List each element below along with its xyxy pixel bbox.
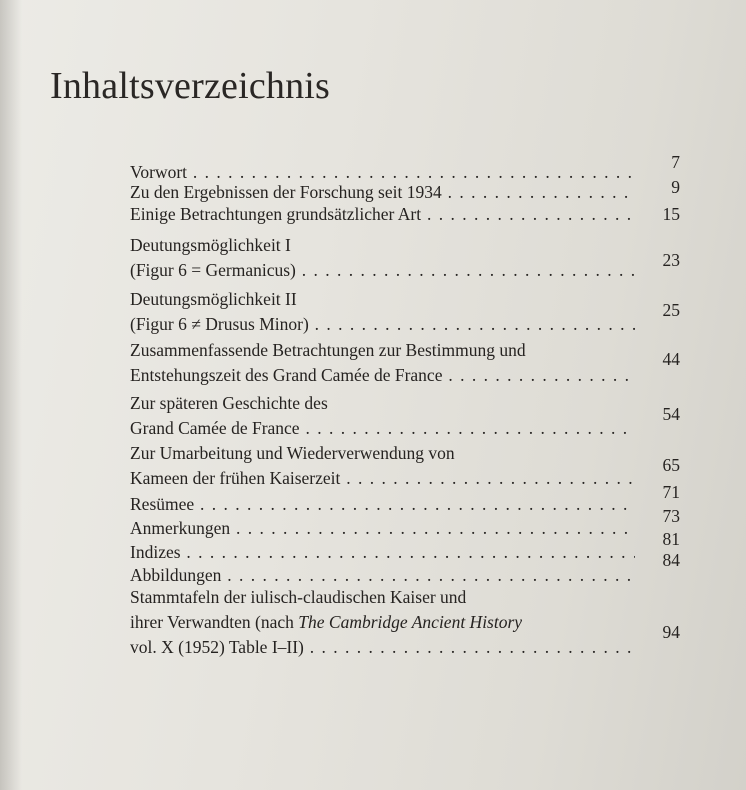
toc-entry-title: Zur späteren Geschichte des (130, 393, 328, 413)
toc-page-number: 71 (662, 482, 680, 502)
toc-entry-title: Vorwort . . . (130, 160, 635, 184)
toc-page-number: 44 (662, 349, 680, 369)
toc-entry-title: Deutungsmöglichkeit II (130, 289, 297, 309)
toc-entry-title: Deutungsmöglichkeit I (130, 235, 291, 255)
toc-entry-title-continued: Grand Camée de France . . . (130, 416, 635, 440)
toc-entry-title: Zu den Ergebnissen der Forschung seit 1934 . . . (130, 180, 635, 204)
toc-page-number: 54 (662, 404, 680, 424)
toc-page-number: 84 (662, 550, 680, 570)
toc-page-number: 73 (662, 506, 680, 526)
toc-page-number: 23 (662, 250, 680, 270)
toc-page-number: 15 (662, 204, 680, 224)
toc-entry-title: Indizes . . . (130, 540, 635, 564)
page-title: Inhaltsverzeichnis (50, 65, 331, 107)
toc-entry-title-continued: Entstehungszeit des Grand Camée de France . . . (130, 363, 635, 387)
toc-entry-title-continued (130, 610, 635, 634)
toc-entry-title: Resümee . . . (130, 492, 635, 516)
toc-entry-title-continued: (Figur 6 ≠ Drusus Minor) . . . (130, 312, 635, 336)
toc-entry-title-continued: vol. X (1952) Table I–II) . . . (130, 635, 635, 659)
toc-entry-title: Anmerkungen . . . (130, 516, 635, 540)
toc-entry-title-continued: Kameen der frühen Kaiserzeit . . . (130, 466, 635, 490)
toc-page-number: 9 (671, 177, 680, 197)
toc-entry-title: Stammtafeln der iulisch-claudischen Kaiser und (130, 587, 467, 607)
toc-page-number: 81 (662, 529, 680, 549)
toc-entry-title: Zur Umarbeitung und Wiederverwendung von (130, 443, 455, 463)
page-gutter-shadow (0, 0, 22, 790)
toc-page-number: 94 (662, 622, 680, 642)
toc-entry-title: Abbildungen . . . (130, 563, 635, 587)
toc-entry-text: ihrer Verwandten (nach (130, 612, 299, 632)
toc-entry-title: Einige Betrachtungen grundsätzlicher Art . . . (130, 202, 635, 226)
toc-page-number: 7 (671, 152, 680, 172)
toc-page-number: 65 (662, 455, 680, 475)
toc-entry-italic-title: The Cambridge Ancient History (298, 612, 523, 632)
toc-entry-title: Zusammenfassende Betrachtungen zur Bestimmung und (130, 340, 526, 360)
toc-page-number: 25 (662, 300, 680, 320)
toc-entry-title-continued: (Figur 6 = Germanicus) . . . (130, 258, 635, 282)
